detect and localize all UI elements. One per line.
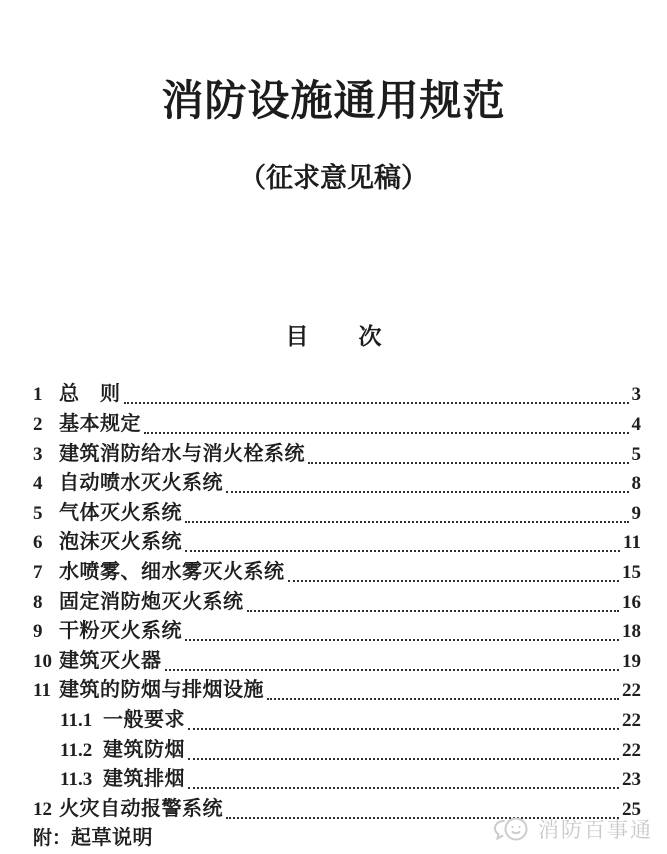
toc-row [0, 498, 667, 528]
toc-entry-number: 2 [33, 413, 43, 435]
toc-entry-label: 固定消防炮灭火系统 [59, 590, 244, 613]
toc-entry-label: 自动喷水灭火系统 [59, 472, 223, 495]
toc-page-number: 5 [631, 443, 641, 465]
toc-entry-label: 气体灭火系统 [59, 501, 182, 524]
toc-entry-number: 5 [33, 502, 43, 524]
document-subtitle: （征求意见稿） [239, 163, 428, 194]
toc-entry-number: 11 [33, 680, 51, 702]
toc-row [0, 528, 667, 558]
toc-dot-leader [267, 698, 619, 700]
toc-heading-right-char: 次 [358, 323, 382, 349]
toc-entry-number: 11.2 [60, 739, 93, 761]
toc-entry-number: 附： [33, 828, 72, 850]
toc-heading [0, 325, 667, 348]
document-title: 消防设施通用规范 [161, 77, 506, 124]
toc-row [0, 409, 667, 439]
toc-page-number: 22 [622, 709, 641, 731]
toc-row [0, 557, 667, 587]
toc-entry-number: 3 [33, 443, 43, 465]
toc-entry-number: 4 [33, 473, 43, 495]
toc-page-number: 18 [622, 621, 641, 643]
toc-dot-leader [185, 550, 620, 552]
toc-row [0, 380, 667, 410]
watermark-logo-icon [492, 816, 532, 844]
toc-page-number: 25 [622, 798, 641, 820]
toc-dot-leader [226, 491, 629, 493]
toc-entry-label: 水喷雾、细水雾灭火系统 [59, 560, 285, 583]
toc-dot-leader [165, 669, 620, 671]
toc-dot-leader [188, 787, 619, 789]
toc-entry-number: 7 [33, 561, 43, 583]
toc-dot-leader [124, 402, 629, 404]
toc-entry-number: 8 [33, 591, 43, 613]
toc-row [0, 439, 667, 469]
toc-dot-leader [308, 462, 629, 464]
toc-dot-leader [144, 432, 629, 434]
toc-dot-leader [188, 728, 619, 730]
toc-page-number: 19 [622, 650, 641, 672]
toc-page-number: 22 [622, 739, 641, 761]
toc-entry-label: 建筑灭火器 [59, 649, 162, 672]
watermark [492, 816, 653, 844]
toc-entry-number: 9 [33, 621, 43, 643]
toc-entry-label: 建筑消防给水与消火栓系统 [59, 442, 305, 465]
toc-entry-label: 基本规定 [59, 412, 141, 435]
toc-dot-leader [188, 758, 619, 760]
toc-entry-label: 建筑排烟 [103, 768, 185, 791]
toc-entry-label: 总 则 [59, 383, 121, 406]
toc-page-number: 3 [631, 384, 641, 406]
toc-entry-number: 12 [33, 798, 52, 820]
toc-page-number: 16 [622, 591, 641, 613]
toc-row [0, 705, 667, 735]
toc-page-number: 22 [622, 680, 641, 702]
toc-entry-number: 11.3 [60, 769, 93, 791]
toc-entry-number: 11.1 [60, 709, 93, 731]
toc-entry-number: 10 [33, 650, 52, 672]
toc-row [0, 617, 667, 647]
toc-page-number: 23 [622, 769, 641, 791]
watermark-text: 消防百事通 [538, 818, 653, 842]
toc-entry-label: 干粉灭火系统 [59, 620, 182, 643]
toc-dot-leader [247, 610, 620, 612]
toc-row [0, 646, 667, 676]
toc-row [0, 587, 667, 617]
toc-page-number: 11 [623, 532, 641, 554]
toc-row [0, 469, 667, 499]
toc-page-number: 4 [631, 413, 641, 435]
toc-entry-label: 一般要求 [103, 708, 185, 731]
toc-page-number: 9 [631, 502, 641, 524]
toc-page-number: 8 [631, 473, 641, 495]
toc-entry-label: 泡沫灭火系统 [59, 531, 182, 554]
toc-row [0, 676, 667, 706]
toc-heading-left-char: 目 [285, 323, 309, 349]
toc-dot-leader [185, 639, 619, 641]
toc-list [0, 380, 667, 854]
toc-entry-label: 起草说明 [71, 827, 154, 850]
toc-dot-leader [288, 580, 620, 582]
toc-entry-number: 1 [33, 384, 43, 406]
toc-entry-number: 6 [33, 532, 43, 554]
toc-entry-label: 建筑防烟 [103, 738, 185, 761]
toc-page-number: 15 [622, 561, 641, 583]
toc-entry-label: 火灾自动报警系统 [59, 797, 223, 820]
toc-entry-label: 建筑的防烟与排烟设施 [59, 679, 264, 702]
toc-row [0, 765, 667, 795]
toc-row [0, 735, 667, 765]
toc-dot-leader [185, 521, 629, 523]
